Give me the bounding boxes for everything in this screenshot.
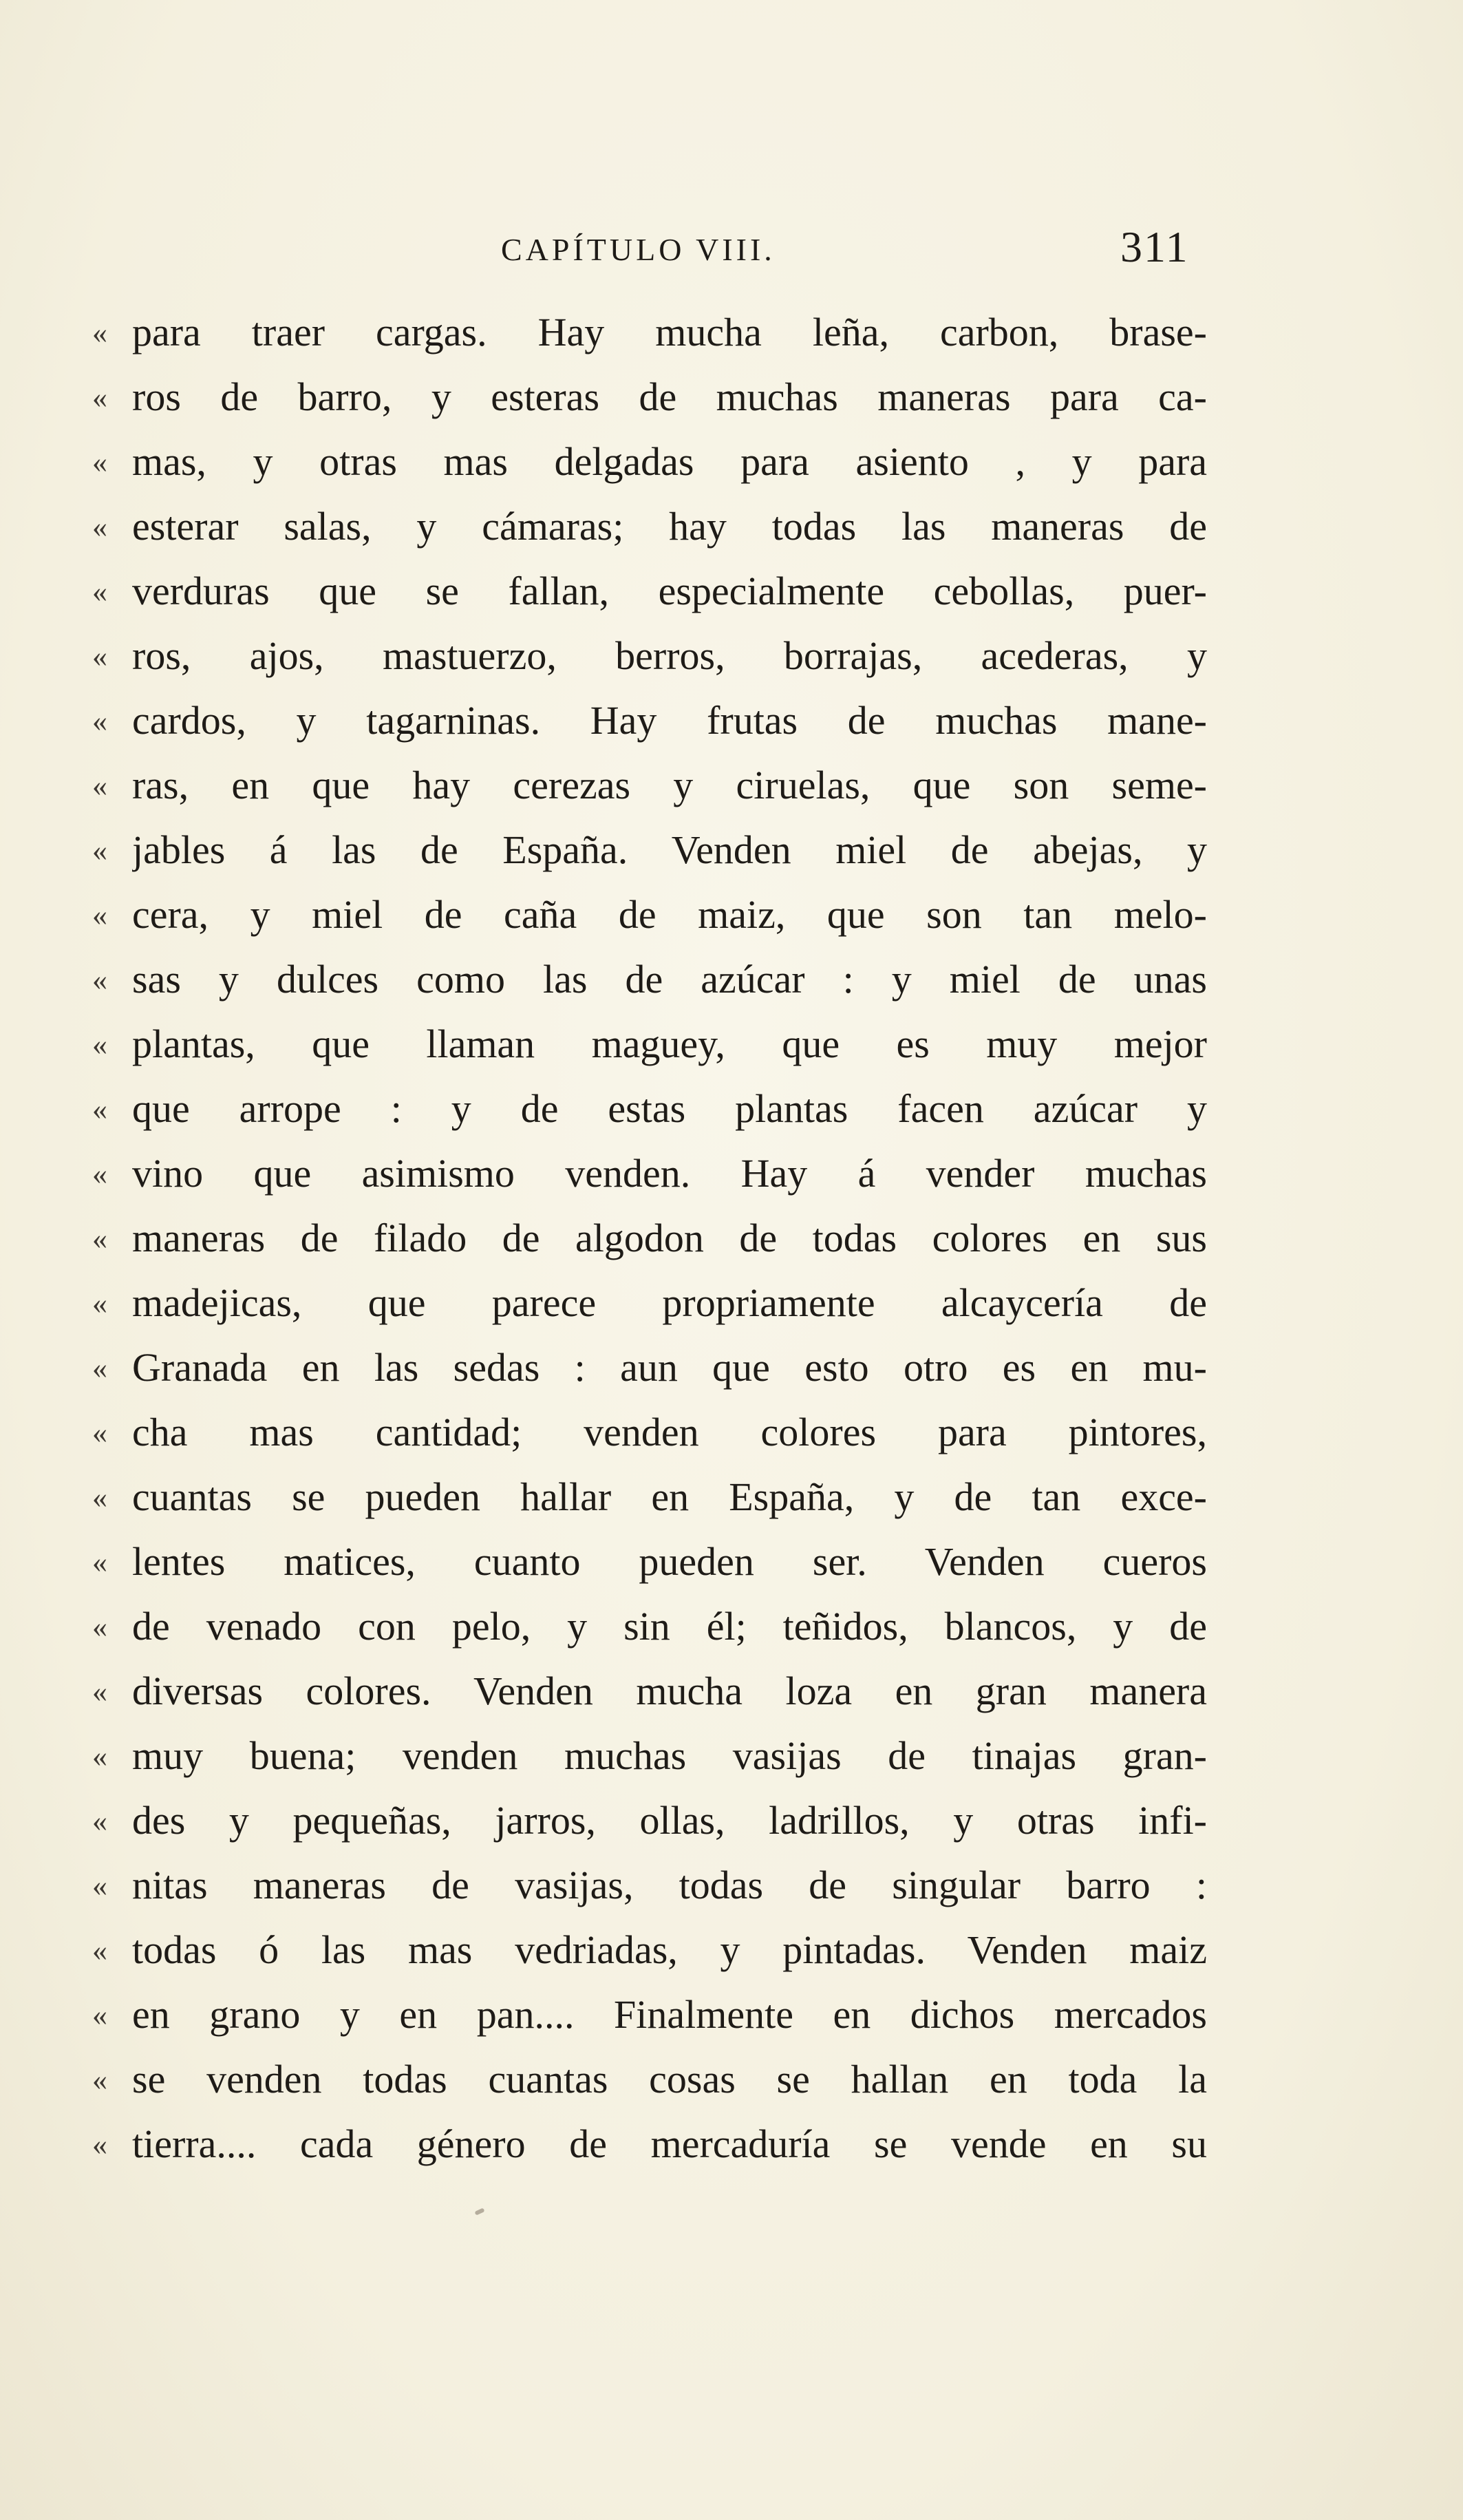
quote-mark: « [92, 1739, 107, 1773]
line-text: madejicas, que parece propriamente alcaycería de [132, 1280, 1207, 1325]
text-line [0, 1594, 1463, 1659]
line-text: ros de barro, y esteras de muchas maneras para ca- [132, 374, 1207, 419]
quote-mark: « [92, 704, 107, 738]
text-line [0, 1788, 1463, 1853]
quote-mark: « [92, 445, 107, 479]
text-line [0, 1400, 1463, 1465]
text-line [0, 430, 1463, 494]
quote-mark: « [92, 1869, 107, 1903]
quote-mark: « [92, 1804, 107, 1838]
line-text: vino que asimismo venden. Hay á vender muchas [132, 1151, 1207, 1196]
page-number: 311 [1120, 222, 1189, 271]
quote-mark: « [92, 898, 107, 932]
quote-mark: « [92, 1028, 107, 1061]
line-text: jables á las de España. Venden miel de abejas, y [132, 827, 1207, 872]
line-text: para traer cargas. Hay mucha leña, carbon, brase- [132, 310, 1207, 354]
line-text: tierra.... cada género de mercaduría se vende en su [132, 2121, 1207, 2166]
line-text: cera, y miel de caña de maiz, que son tan melo- [132, 892, 1207, 937]
text-line [0, 1529, 1463, 1594]
text-line [0, 1271, 1463, 1335]
quote-mark: « [92, 1351, 107, 1385]
line-text: maneras de filado de algodon de todas colores en sus [132, 1216, 1207, 1260]
text-line [0, 1918, 1463, 1982]
text-line [0, 1206, 1463, 1271]
quote-mark: « [92, 510, 107, 544]
line-text: plantas, que llaman maguey, que es muy mejor [132, 1021, 1207, 1066]
quote-mark: « [92, 2063, 107, 2097]
quote-mark: « [92, 1287, 107, 1320]
line-text: cuantas se pueden hallar en España, y de tan exce- [132, 1474, 1207, 1519]
text-line [0, 882, 1463, 947]
line-text: nitas maneras de vasijas, todas de singular barro : [132, 1863, 1207, 1907]
quote-mark: « [92, 1092, 107, 1126]
quote-mark: « [92, 316, 107, 350]
text-line [0, 1141, 1463, 1206]
line-text: mas, y otras mas delgadas para asiento , y para [132, 439, 1207, 484]
text-line [0, 947, 1463, 1012]
text-line [0, 559, 1463, 624]
quote-mark: « [92, 1545, 107, 1579]
quote-mark: « [92, 1222, 107, 1256]
line-text: esterar salas, y cámaras; hay todas las maneras de [132, 504, 1207, 549]
text-line [0, 1982, 1463, 2047]
text-line [0, 1465, 1463, 1529]
quote-mark: « [92, 1934, 107, 1967]
line-text: ros, ajos, mastuerzo, berros, borrajas, acederas, y [132, 633, 1207, 678]
line-text: en grano y en pan.... Finalmente en dichos mercados [132, 1992, 1207, 2037]
quote-mark: « [92, 639, 107, 673]
line-text: cardos, y tagarninas. Hay frutas de muchas mane- [132, 698, 1207, 743]
ink-speck [474, 2207, 484, 2215]
quote-mark: « [92, 2128, 107, 2161]
text-line [0, 818, 1463, 882]
text-line [0, 365, 1463, 430]
text-line [0, 624, 1463, 688]
line-text: sas y dulces como las de azúcar : y miel de unas [132, 957, 1207, 1002]
text-line [0, 1335, 1463, 1400]
running-head: CAPÍTULO VIII. [501, 232, 776, 267]
quote-mark: « [92, 1610, 107, 1644]
quote-mark: « [92, 834, 107, 867]
line-text: diversas colores. Venden mucha loza en gran manera [132, 1669, 1207, 1713]
line-text: lentes matices, cuanto pueden ser. Venden cueros [132, 1539, 1207, 1584]
quote-mark: « [92, 1675, 107, 1708]
text-line [0, 1012, 1463, 1077]
quote-mark: « [92, 575, 107, 608]
page-header [0, 222, 1463, 277]
line-text: todas ó las mas vedriadas, y pintadas. Venden maiz [132, 1927, 1207, 1972]
text-line [0, 1853, 1463, 1918]
quote-mark: « [92, 963, 107, 997]
quote-mark: « [92, 1157, 107, 1191]
text-line [0, 753, 1463, 818]
line-text: verduras que se fallan, especialmente cebollas, puer- [132, 569, 1207, 613]
line-text: muy buena; venden muchas vasijas de tinajas gran- [132, 1733, 1207, 1778]
line-text: se venden todas cuantas cosas se hallan en toda la [132, 2057, 1207, 2101]
text-line [0, 688, 1463, 753]
text-line [0, 1724, 1463, 1788]
text-line [0, 300, 1463, 365]
text-line [0, 494, 1463, 559]
quote-mark: « [92, 769, 107, 803]
quote-mark: « [92, 1416, 107, 1450]
line-text: de venado con pelo, y sin él; teñidos, blancos, y de [132, 1604, 1207, 1649]
text-line [0, 2047, 1463, 2112]
line-text: que arrope : y de estas plantas facen azúcar y [132, 1086, 1207, 1131]
line-text: Granada en las sedas : aun que esto otro es en mu- [132, 1345, 1207, 1390]
line-text: cha mas cantidad; venden colores para pintores, [132, 1410, 1207, 1454]
text-line [0, 1659, 1463, 1724]
quote-mark: « [92, 1998, 107, 2032]
line-text: des y pequeñas, jarros, ollas, ladrillos, y otras infi- [132, 1798, 1207, 1843]
quote-mark: « [92, 381, 107, 414]
quote-mark: « [92, 1481, 107, 1514]
text-line [0, 1077, 1463, 1141]
text-line [0, 2112, 1463, 2177]
line-text: ras, en que hay cerezas y ciruelas, que son seme- [132, 763, 1207, 807]
